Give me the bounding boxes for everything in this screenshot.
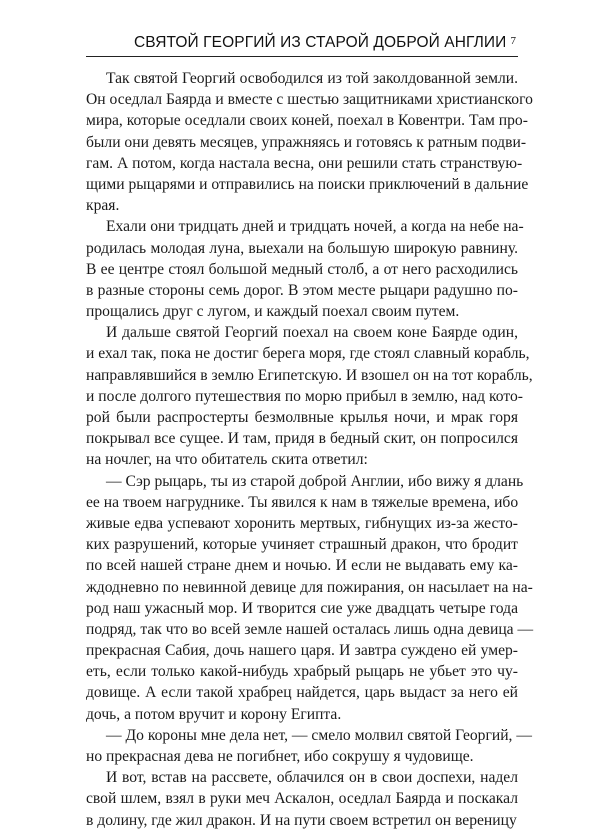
text-line: И вот, встав на рассвете, облачился он в свои доспехи, надел (106, 769, 518, 787)
text-line: довище. А если такой храбрец найдется, царь выдаст за него ей (86, 684, 518, 702)
running-title: СВЯТОЙ ГЕОРГИЙ ИЗ СТАРОЙ ДОБРОЙ АНГЛИИ (134, 34, 507, 51)
body-text (86, 68, 534, 831)
text-line: дочь, а потом вручит и корону Египта. (86, 705, 342, 723)
text-line: рой были распростерты безмолвные крылья ночи, и мрак горя (86, 409, 518, 426)
text-line: направлявшийся в землю Египетскую. И взошел он на тот корабль, (86, 366, 533, 384)
paragraph (86, 216, 524, 322)
paragraph (86, 725, 532, 767)
text-line: были они девять месяцев, упражняясь и готовясь к ратным подви- (86, 133, 527, 151)
text-line: — Сэр рыцарь, ты из старой доброй Англии, ибо вижу я длань (106, 472, 524, 490)
text-line: на ночлег, на что обитатель скита ответил: (86, 451, 368, 469)
text-line: но прекрасная дева не погибнет, ибо сокрушу я чудовище. (86, 748, 474, 765)
text-line: прекрасная Сабия, дочь нашего царя. И завтра суждено ей умер- (86, 642, 518, 660)
page-header (86, 34, 518, 57)
paragraph (86, 767, 518, 831)
text-line: в разные стороны семь дорог. В этом месте рыцари радушно по- (86, 281, 518, 299)
text-line: ждодневно по невинной девице для пожирания, он насылает на на- (86, 578, 533, 596)
text-line: еть, если только какой-нибудь храбрый рыцарь не убьет это чу- (86, 663, 518, 681)
text-line: — До короны мне дела нет, — смело молвил святой Георгий, — (106, 726, 532, 744)
text-line: родилась молодая луна, выехали на большую широкую равнину. (86, 239, 518, 257)
page-number: 7 (510, 35, 516, 47)
text-line: гам. А потом, когда настала весна, они решили стать странствую- (86, 154, 523, 172)
text-line: Так святой Георгий освободился из той заколдованной земли. (106, 70, 518, 87)
text-line: в долину, где жил дракон. И на пути своем встретил он вереницу (86, 811, 517, 829)
text-line: края. (86, 197, 120, 215)
text-line: мира, которые оседлали своих коней, поехал в Ковентри. Там про- (86, 112, 528, 130)
text-line: И дальше святой Георгий поехал на своем коне Баярде один, (106, 324, 518, 342)
text-line: по всей нашей стране днем и ночью. И если не выдавать ему ка- (86, 557, 518, 575)
text-line: ких разрушений, которые учиняет страшный дракон, что бродит (86, 536, 518, 554)
text-line: ее на твоем нагруднике. Ты явился к нам в тяжелые времена, ибо (86, 493, 519, 511)
paragraph (86, 471, 534, 725)
text-line: прощались друг с лугом, и каждый поехал своим путем. (86, 303, 460, 321)
paragraph (86, 322, 533, 470)
text-line: подряд, так что во всей земле нашей осталась лишь одна девица — (86, 620, 534, 638)
text-line: род наш ужасный мор. И творится сие уже двадцать четыре года (86, 599, 518, 617)
text-line: щими рыцарями и отправились на поиски приключений в дальние (86, 175, 529, 193)
text-line: Ехали они тридцать дней и тридцать ночей, а когда на небе на- (106, 218, 524, 236)
text-line: покрывал все сущее. И там, придя в бедный скит, он попросился (86, 430, 518, 448)
text-line: свой шлем, взял в руки меч Аскалон, оседлал Баярда и поскакал (86, 790, 518, 808)
text-line: и ехал так, пока не достиг берега моря, где стоял славный корабль, (86, 345, 530, 363)
text-line: живые едва успевают хоронить мертвых, гибнущих из-за жесто- (86, 514, 518, 532)
text-line: и после долгого путешествия по морю прибыл в землю, над кото- (86, 387, 523, 405)
text-line: В ее центре стоял большой медный столб, а от него расходились (86, 260, 518, 278)
text-line: Он оседлал Баярда и вместе с шестью защитниками христианского (86, 91, 533, 109)
paragraph (86, 68, 533, 216)
